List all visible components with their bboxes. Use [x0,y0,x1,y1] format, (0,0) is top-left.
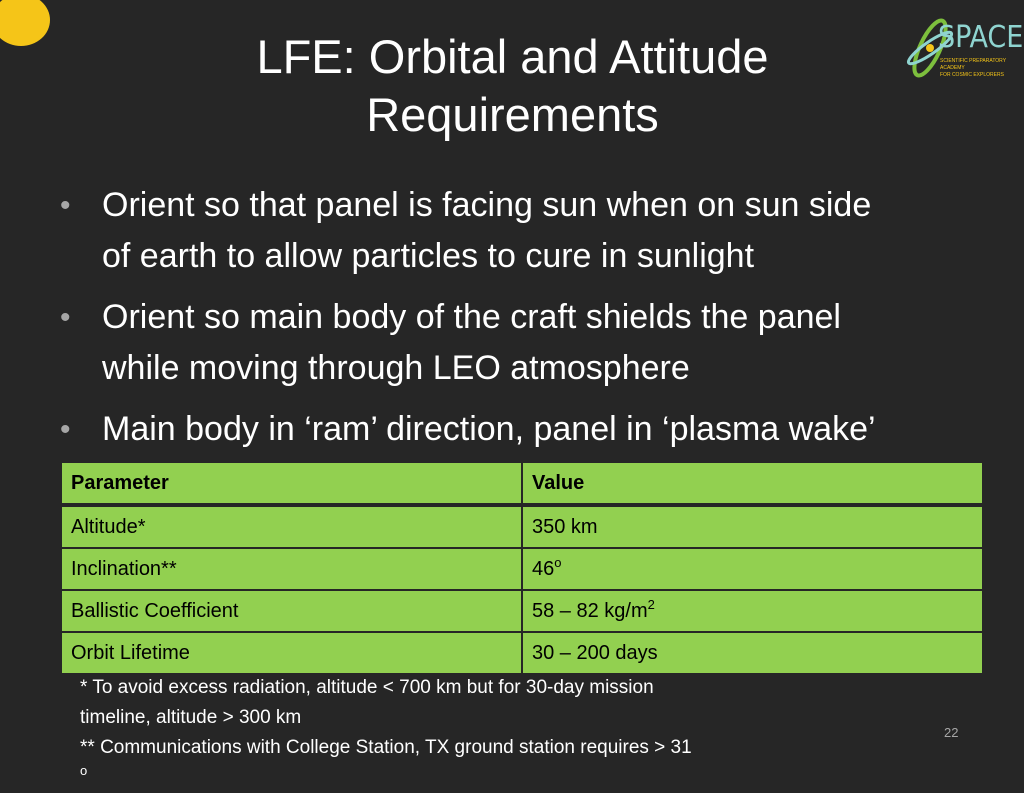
title-line: LFE: Orbital and Attitude [256,30,769,83]
logo-subtitle [940,58,1014,79]
logo-subtitle-line: FOR COSMIC EXPLORERS [940,72,1004,78]
sun-decoration [0,0,50,46]
table-row [61,632,983,674]
table-row [61,505,983,548]
bullet-text: while moving through LEO atmosphere [102,349,690,387]
footnote-line [80,703,880,733]
logo-wordmark: SPACE [938,20,1024,55]
table-row [61,548,983,590]
footnote-line [80,733,880,793]
value-text: 350 km [532,515,598,538]
value-superscript: 2 [647,596,655,612]
value-text: 30 – 200 days [532,641,658,664]
space-logo [900,10,1024,92]
bullet-item [60,404,1010,455]
param-cell: Altitude* [61,505,522,548]
footnote-text: timeline, altitude > 300 km [80,707,302,728]
value-text: 58 – 82 kg/m [532,599,648,622]
bullet-text: Orient so that panel is facing sun when on sun side [102,186,872,224]
bullet-item [60,180,1010,282]
value-superscript: o [554,554,562,570]
bullet-list [60,180,1010,465]
param-cell: Orbit Lifetime [61,632,522,674]
bullet-text: Orient so main body of the craft shields the panel [102,298,841,336]
param-cell: Ballistic Coefficient [61,590,522,632]
footnotes [80,673,880,793]
value-cell [522,590,983,632]
slide-title [130,28,895,144]
logo-subtitle-line: SCIENTIFIC PREPARATORY ACADEMY [940,58,1006,71]
table-header-row [61,462,983,505]
parameter-table [60,461,984,675]
column-header-value: Value [522,462,983,505]
footnote-line [80,673,880,703]
bullet-text: Main body in ‘ram’ direction, panel in ‘plasma wake’ [102,410,876,448]
value-cell [522,505,983,548]
title-line: Requirements [366,88,659,141]
bullet-text: of earth to allow particles to cure in sunlight [102,237,755,275]
column-header-parameter: Parameter [61,462,522,505]
bullet-dot-icon: • [60,189,71,222]
bullet-item [60,292,1010,394]
table-row [61,590,983,632]
value-text: 46 [532,557,555,580]
footnote-text: ** Communications with College Station, TX ground station requires > 31 [80,737,692,758]
page-number: 22 [944,725,959,740]
bullet-dot-icon: • [60,301,71,334]
param-cell: Inclination** [61,548,522,590]
value-cell [522,548,983,590]
bullet-dot-icon: • [60,413,71,446]
footnote-text: * To avoid excess radiation, altitude < 700 km but for 30-day mission [80,677,654,698]
value-cell [522,632,983,674]
footnote-superscript: o [80,763,88,778]
